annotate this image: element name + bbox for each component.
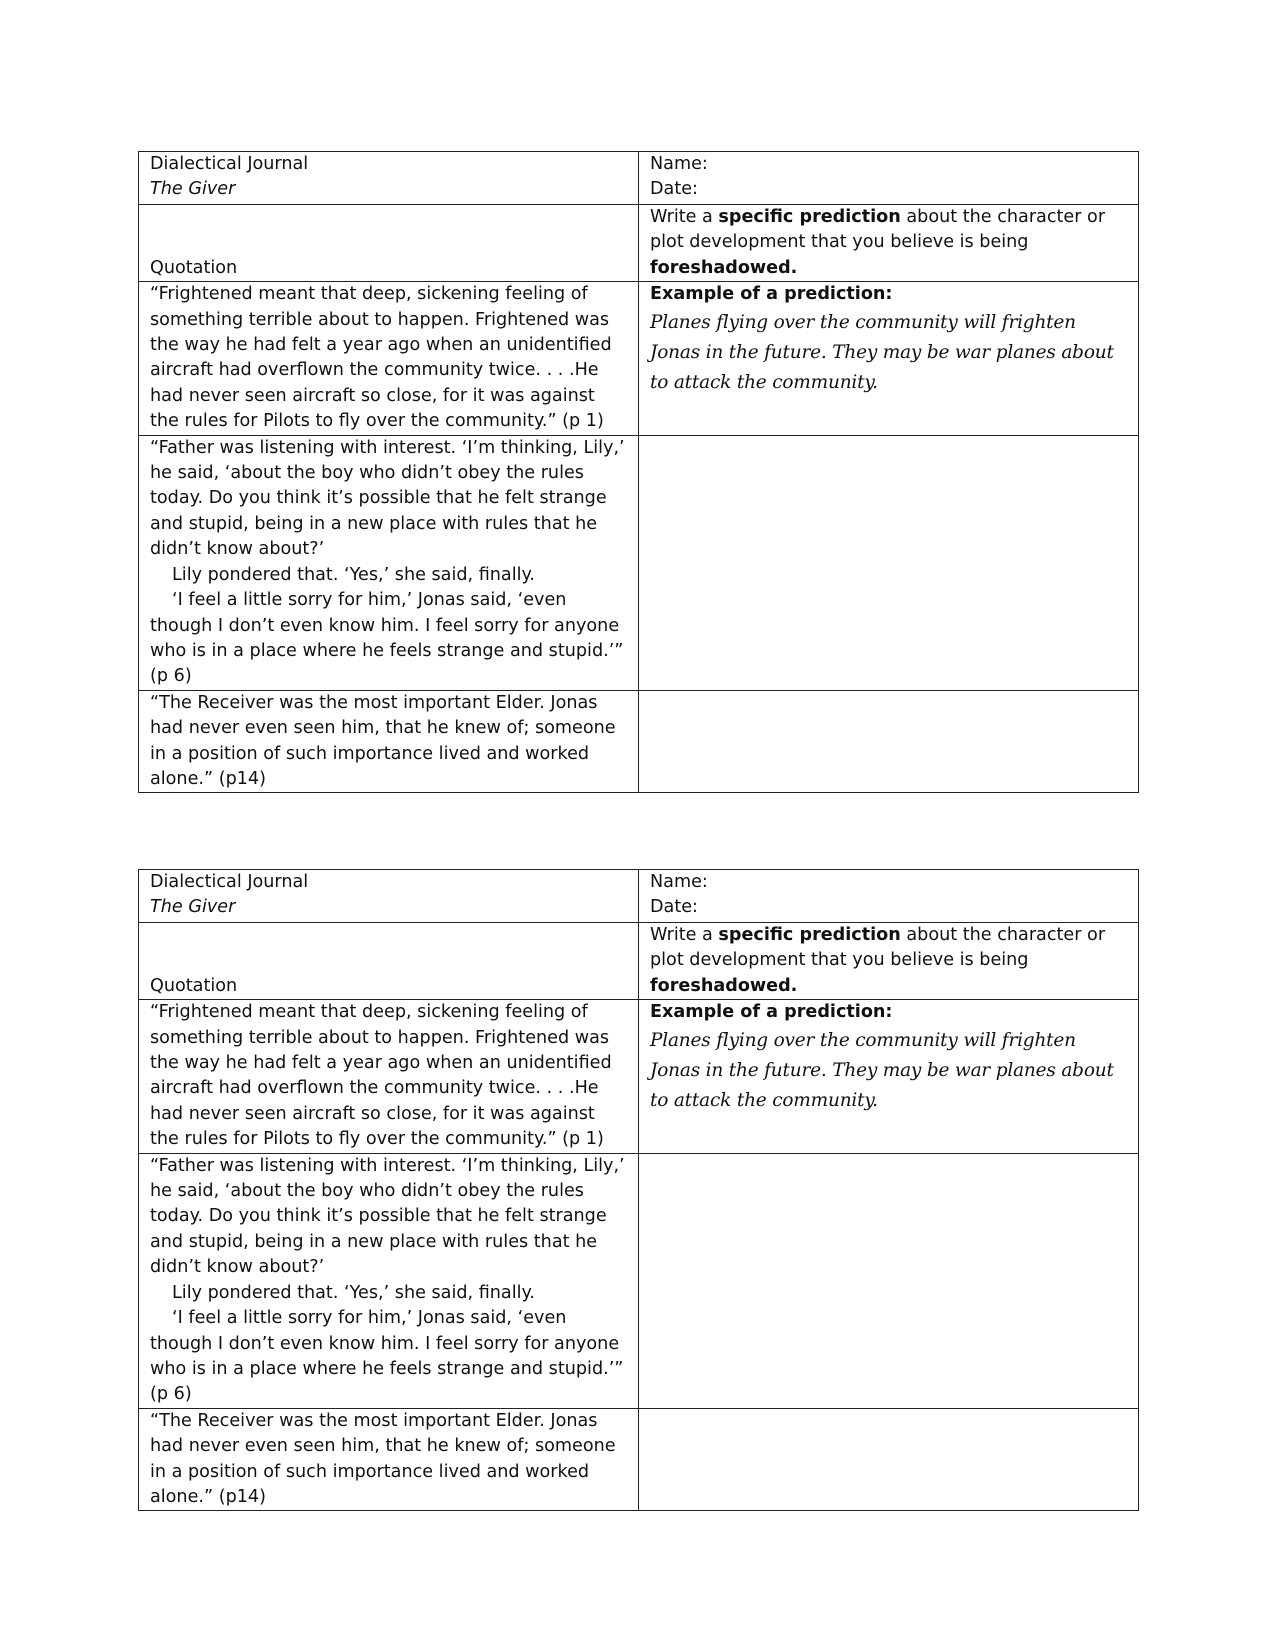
journal-table-1	[138, 151, 1139, 793]
header-row	[139, 152, 1139, 205]
response-cell[interactable]	[639, 1408, 1139, 1511]
date-label: Date:	[650, 897, 698, 918]
response-cell[interactable]	[639, 1153, 1139, 1408]
response-cell[interactable]	[639, 690, 1139, 793]
response-cell	[639, 1000, 1139, 1153]
quote-text: ‘I feel a little sorry for him,’ Jonas said, ‘even though I don’t even know him. I feel sorry for anyone who is in a place where he feels strange and stupid.’” (p 6)	[150, 1308, 624, 1405]
quote-text: “Frightened meant that deep, sickening feeling of something terrible about to happen. Frightened was the way he had felt a year ago when an unidentified aircraft had overflown the community twice. . . .He had never seen aircraft so close, for it was against the rules for Pilots to fly over the community.” (p 1)	[150, 1002, 612, 1150]
journal-title: Dialectical Journal	[150, 872, 309, 892]
quote-text: “The Receiver was the most important Elder. Jonas had never even seen him, that he knew of; someone in a position of such importance lived and worked alone.” (p14)	[150, 692, 616, 789]
table-row	[139, 1153, 1139, 1408]
quotation-label: Quotation	[150, 975, 238, 996]
student-info-cell	[639, 870, 1139, 923]
quote-text: Lily pondered that. ‘Yes,’ she said, finally.	[172, 1282, 535, 1303]
quote-text: “Father was listening with interest. ‘I’m thinking, Lily,’ he said, ‘about the boy who didn’t obey the rules today. Do you think it’s possible that he felt strange and stupid, being in a new place with rules that he didn’t know about?’	[150, 1155, 625, 1278]
date-label: Date:	[650, 179, 698, 200]
quote-text: “Frightened meant that deep, sickening feeling of something terrible about to happen. Frightened was the way he had felt a year ago when an unidentified aircraft had overflown the community twice. . . .He had never seen aircraft so close, for it was against the rules for Pilots to fly over the community.” (p 1)	[150, 284, 612, 432]
column-label-row	[139, 923, 1139, 1000]
quote-cell	[139, 1153, 639, 1408]
book-title: The Giver	[150, 179, 236, 200]
column-label-row	[139, 205, 1139, 282]
journal-table-2	[138, 869, 1139, 1511]
quotation-label: Quotation	[150, 257, 238, 278]
response-cell[interactable]	[639, 435, 1139, 690]
student-info-cell	[639, 152, 1139, 205]
title-cell	[139, 870, 639, 923]
quotation-label-cell	[139, 205, 639, 282]
prediction-prompt: Write a specific prediction about the character or plot development that you believe is being foreshadowed.	[650, 925, 1106, 996]
quote-cell	[139, 435, 639, 690]
example-label: Example of a prediction:	[650, 1002, 893, 1023]
quote-cell	[139, 1000, 639, 1153]
example-prediction: Planes flying over the community will frighten Jonas in the future. They may be war planes about to attack the community.	[650, 311, 1114, 393]
name-label: Name:	[650, 154, 708, 174]
example-label: Example of a prediction:	[650, 284, 893, 305]
response-cell	[639, 282, 1139, 435]
quote-text: “Father was listening with interest. ‘I’m thinking, Lily,’ he said, ‘about the boy who didn’t obey the rules today. Do you think it’s possible that he felt strange and stupid, being in a new place with rules that he didn’t know about?’	[150, 437, 625, 560]
title-cell	[139, 152, 639, 205]
quotation-label-cell	[139, 923, 639, 1000]
table-row	[139, 1000, 1139, 1153]
prompt-cell	[639, 205, 1139, 282]
quote-cell	[139, 282, 639, 435]
quote-cell	[139, 1408, 639, 1511]
quote-cell	[139, 690, 639, 793]
table-row	[139, 690, 1139, 793]
quote-text: ‘I feel a little sorry for him,’ Jonas said, ‘even though I don’t even know him. I feel sorry for anyone who is in a place where he feels strange and stupid.’” (p 6)	[150, 590, 624, 687]
example-prediction: Planes flying over the community will frighten Jonas in the future. They may be war planes about to attack the community.	[650, 1029, 1114, 1111]
name-label: Name:	[650, 872, 708, 892]
table-row	[139, 1408, 1139, 1511]
book-title: The Giver	[150, 897, 236, 918]
table-row	[139, 435, 1139, 690]
table-row	[139, 282, 1139, 435]
prediction-prompt: Write a specific prediction about the character or plot development that you believe is being foreshadowed.	[650, 207, 1106, 278]
quote-text: “The Receiver was the most important Elder. Jonas had never even seen him, that he knew of; someone in a position of such importance lived and worked alone.” (p14)	[150, 1410, 616, 1507]
journal-title: Dialectical Journal	[150, 154, 309, 174]
prompt-cell	[639, 923, 1139, 1000]
header-row	[139, 870, 1139, 923]
quote-text: Lily pondered that. ‘Yes,’ she said, finally.	[172, 564, 535, 585]
